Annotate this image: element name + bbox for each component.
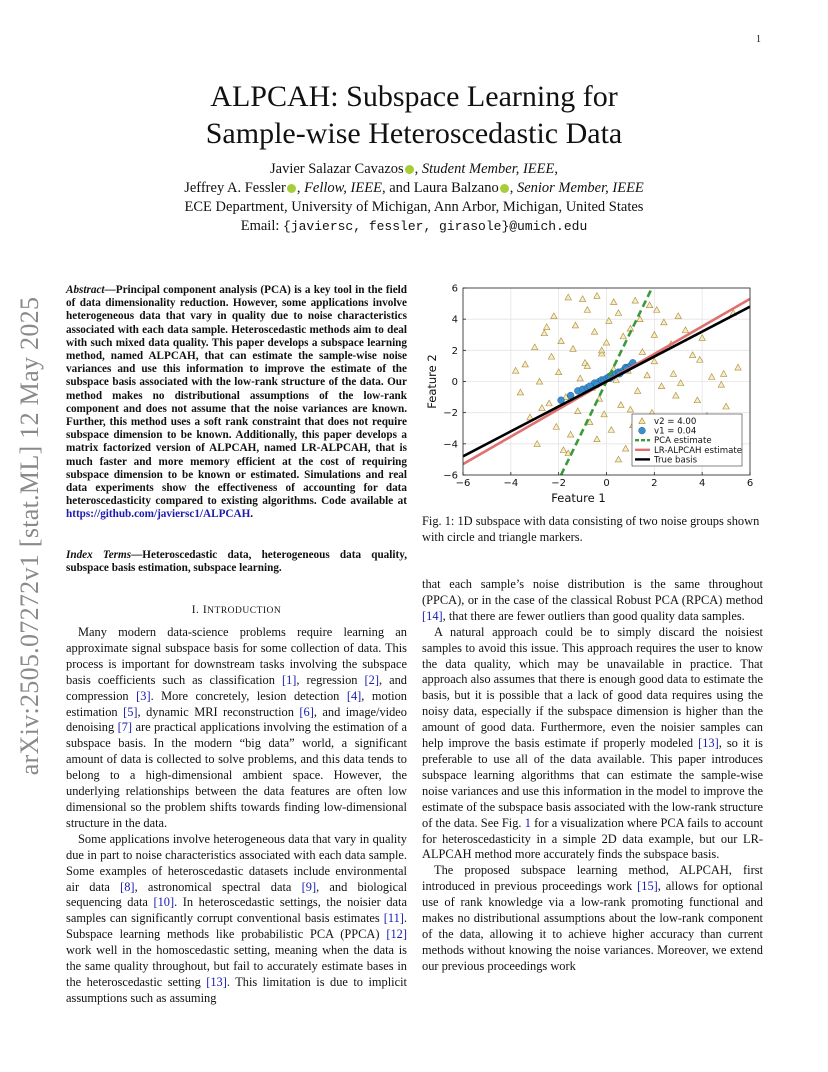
- left-column-body: [66, 625, 407, 1007]
- paragraph-text: . More concretely, lesion detection: [150, 688, 347, 703]
- citation-link[interactable]: [1]: [281, 672, 297, 687]
- citation-link[interactable]: [3]: [136, 688, 151, 703]
- paragraph: [66, 832, 407, 1007]
- paragraph: [422, 625, 763, 864]
- legend-label: PCA estimate: [654, 436, 712, 447]
- code-link[interactable]: https://github.com/javiersc1/ALPCAH: [66, 508, 251, 521]
- paragraph-text: . In heteroscedastic settings, the noisier data samples can significantly corrupt conventional basis estimates: [66, 895, 407, 926]
- abstract: [66, 284, 407, 522]
- citation-link[interactable]: [5]: [123, 704, 138, 719]
- email-label: Email:: [240, 218, 280, 234]
- legend-label: v2 = 4.00: [654, 417, 697, 427]
- figure-caption: Fig. 1: 1D subspace with data consisting of two noise groups shown with circle and triangle markers.: [422, 514, 760, 544]
- y-axis-label: Feature 2: [425, 354, 439, 409]
- x-tick-label: 4: [698, 478, 706, 489]
- figure-1: [422, 282, 762, 504]
- arxiv-sidebar: [12, 286, 48, 786]
- citation-link[interactable]: [4]: [346, 688, 362, 703]
- abstract-end: .: [250, 508, 254, 521]
- citation-link[interactable]: [2]: [364, 672, 379, 687]
- legend-label: LR-ALPCAH estimate: [654, 445, 743, 456]
- paragraph-text: , dynamic MRI reconstruction: [137, 704, 300, 719]
- citation-link[interactable]: [6]: [299, 704, 314, 719]
- paragraph: [66, 625, 407, 832]
- title-line: Sample-wise Heteroscedastic Data: [205, 117, 623, 150]
- author-role: Student Member, IEEE: [421, 161, 555, 177]
- affiliation: ECE Department, University of Michigan, Ann Arbor, Michigan, United States: [184, 199, 644, 215]
- y-tick-label: 0: [451, 377, 458, 388]
- orcid-icon[interactable]: [405, 165, 414, 174]
- author-role: Fellow, IEEE: [304, 180, 382, 196]
- paragraph-text: A natural approach could be to simply discard the noisiest samples to avoid this issue. This approach requires the user to know the data quality, which may be unavailable in practice. That approach also assumes that there is enough good data to estimate the basis, but it is possible that a lack of good data requires using the noisy data, especially if the subspace dimension is higher than the amount of good data. Furthermore, even the noisier samples can help improve the basis estimate if properly modeled: [422, 624, 763, 751]
- x-tick-label: −4: [503, 478, 519, 489]
- paragraph-text: for a visualization where PCA fails to account for heteroscedasticity in a simple 2D data example, but our LR-ALPCAH method more accurately finds the subspace basis.: [422, 815, 764, 862]
- y-tick-label: 4: [451, 314, 458, 326]
- paragraph-text: Some applications involve heterogeneous data that vary in quality due in part to noise characteristics associated with each data sample. Some examples of heteroscedastic datasets include environmental air data: [66, 831, 407, 894]
- paragraph-text: , and image/video denoising: [66, 704, 407, 735]
- y-tick-label: 2: [451, 345, 458, 357]
- legend-label: v1 = 0.04: [654, 426, 697, 437]
- paragraph-text: that each sample’s noise distribution is the same throughout (PPCA), or in the case of the classical Robust PCA (RPCA) method: [422, 577, 763, 607]
- citation-link[interactable]: [12]: [386, 927, 407, 942]
- legend: [632, 414, 742, 466]
- section-heading: [66, 604, 407, 616]
- author-conjunction: and: [389, 180, 411, 196]
- paragraph-text: , so it is preferable to use all of the data available. This paper introduces subspace learning algorithms that can estimate the sample-wise noise variances and use this information in the model to improve the estimate of the subspace basis associated with the low-rank structure of the data. See Fig.: [422, 736, 763, 830]
- paragraph-text: are practical applications involving the estimation of a subspace basis. In the modern “big data” world, a significant amount of data is collected to solve problems, and this data tends to belong to a high-dimensional ambient space. However, the underlying relationships between the data features are often low dimensional so the problem shifts towards finding low-dimensional structure in the data.: [66, 720, 407, 830]
- author-name: Javier Salazar Cavazos: [269, 161, 404, 177]
- x-tick-label: 0: [603, 478, 610, 489]
- legend-label: True basis: [654, 455, 698, 466]
- paragraph-text: , motion estimation: [66, 688, 407, 719]
- page-number: 1: [756, 34, 761, 45]
- citation-link[interactable]: [15]: [637, 879, 658, 894]
- title-line: ALPCAH: Subspace Learning for: [210, 80, 618, 113]
- paragraph-text: , allows for optional use of rank knowledge via a low-rank promoting functional and makes no distributional assumptions about the low-rank component of the data, allowing it to achieve higher accuracy than current methods without knowing the noise variances. Moreover, we extend our previous proceedings work: [422, 879, 764, 973]
- paragraph: [422, 863, 763, 974]
- citation-link[interactable]: [9]: [301, 879, 317, 894]
- x-tick-label: 6: [746, 478, 754, 489]
- arxiv-identifier: arXiv:2505.07272v1 [stat.ML] 12 May 2025: [15, 296, 44, 776]
- author-name: Jeffrey A. Fessler: [184, 180, 286, 196]
- paragraph-text: , regression: [296, 672, 365, 687]
- index-terms: [66, 549, 407, 575]
- section-number: I.: [191, 604, 200, 616]
- author-name: Laura Balzano: [413, 180, 499, 196]
- author-block: Javier Salazar Cavazos , Student Member, IEEE, Jeffrey A. Fessler , Fellow, IEEE, and Laura Balzano , Senior Member, IEEE ECE Department, University of Michigan, Ann Arbor, Michigan, United States Email: {javiersc, fessler, girasole}@umich.edu: [0, 160, 828, 236]
- author-role: Senior Member, IEEE: [516, 180, 644, 196]
- section-title: INTRODUCTION: [202, 604, 282, 616]
- legend-circle-icon: [639, 427, 646, 434]
- paragraph-text: , and biological sequencing data: [66, 879, 408, 910]
- y-tick-label: −2: [443, 408, 458, 420]
- citation-link[interactable]: [7]: [117, 720, 133, 735]
- paragraph-text: , that there are fewer outliers than good quality data samples.: [442, 608, 745, 623]
- y-tick-label: 6: [451, 283, 458, 295]
- paragraph-text: . Subspace learning methods like probabilistic PCA (PPCA): [66, 911, 407, 942]
- y-tick-label: −6: [443, 470, 458, 482]
- abstract-label: Abstract: [66, 284, 105, 296]
- paragraph-text: , astronomical spectral data: [134, 879, 302, 894]
- citation-link[interactable]: [14]: [422, 608, 443, 623]
- paragraph-text: . This limitation is due to implicit assumptions such as assuming: [66, 974, 407, 1005]
- citation-link[interactable]: [10]: [153, 895, 175, 910]
- x-tick-label: −6: [455, 478, 471, 489]
- scatter-chart: [422, 282, 762, 504]
- x-tick-label: −2: [551, 478, 567, 489]
- index-terms-label: Index Terms: [66, 549, 132, 561]
- x-axis-label: Feature 1: [551, 491, 606, 504]
- x-tick-label: 2: [651, 478, 658, 489]
- paragraph-text: Many modern data-science problems require learning an approximate signal subspace basis for some collection of data. This process is important for downstream tasks involving the subspace basis coefficients such as classification: [66, 625, 407, 687]
- paragraph-text: , and compression: [66, 672, 407, 703]
- citation-link[interactable]: [11]: [383, 911, 404, 926]
- citation-link[interactable]: 1: [524, 815, 531, 830]
- paragraph-text: work well in the homoscedastic setting, meaning when the data is the same quality throughout, but fail to accurately estimate bases in the heteroscedastic setting: [66, 943, 407, 989]
- index-terms-text: —Heteroscedastic data, heterogeneous data quality, subspace basis estimation, subspace learning.: [66, 549, 407, 575]
- orcid-icon[interactable]: [500, 184, 509, 193]
- paragraph: [422, 577, 763, 625]
- orcid-icon[interactable]: [287, 184, 296, 193]
- citation-link[interactable]: [13]: [206, 974, 227, 989]
- paper-title: [0, 78, 828, 152]
- abstract-text: —Principal component analysis (PCA) is a key tool in the field of data dimensionality reduction. However, some applications involve heterogeneous data that vary in quality due to noise characteristics associated with each data sample. Heteroscedastic methods aim to deal with such mixed data quality. This paper develops a subspace learning method, named ALPCAH, that can estimate the sample-wise noise variances and use this information to improve the estimate of the subspace basis associated with the low-rank structure of the data. Our method makes no distributional assumptions of the low-rank component and does not assume that the noise variances are known. Further, this method uses a soft rank constraint that does not require subspace dimension to be known. Additionally, this paper develops a matrix factorized version of ALPCAH, named LR-ALPCAH, that is much faster and more memory efficient at the cost of requiring subspace dimension to be known or estimated. Simulations and real data experiments show the effectiveness of accounting for data heteroscedasticity compared to existing algorithms. Code available at: [66, 284, 407, 508]
- paragraph-text: The proposed subspace learning method, ALPCAH, first introduced in previous proceedings work: [422, 863, 763, 894]
- citation-link[interactable]: [8]: [120, 879, 135, 894]
- email-address: {javiersc, fessler, girasole}@umich.edu: [283, 219, 588, 234]
- citation-link[interactable]: [13]: [698, 736, 719, 751]
- right-column-body: [422, 577, 763, 975]
- y-tick-label: −4: [443, 439, 458, 451]
